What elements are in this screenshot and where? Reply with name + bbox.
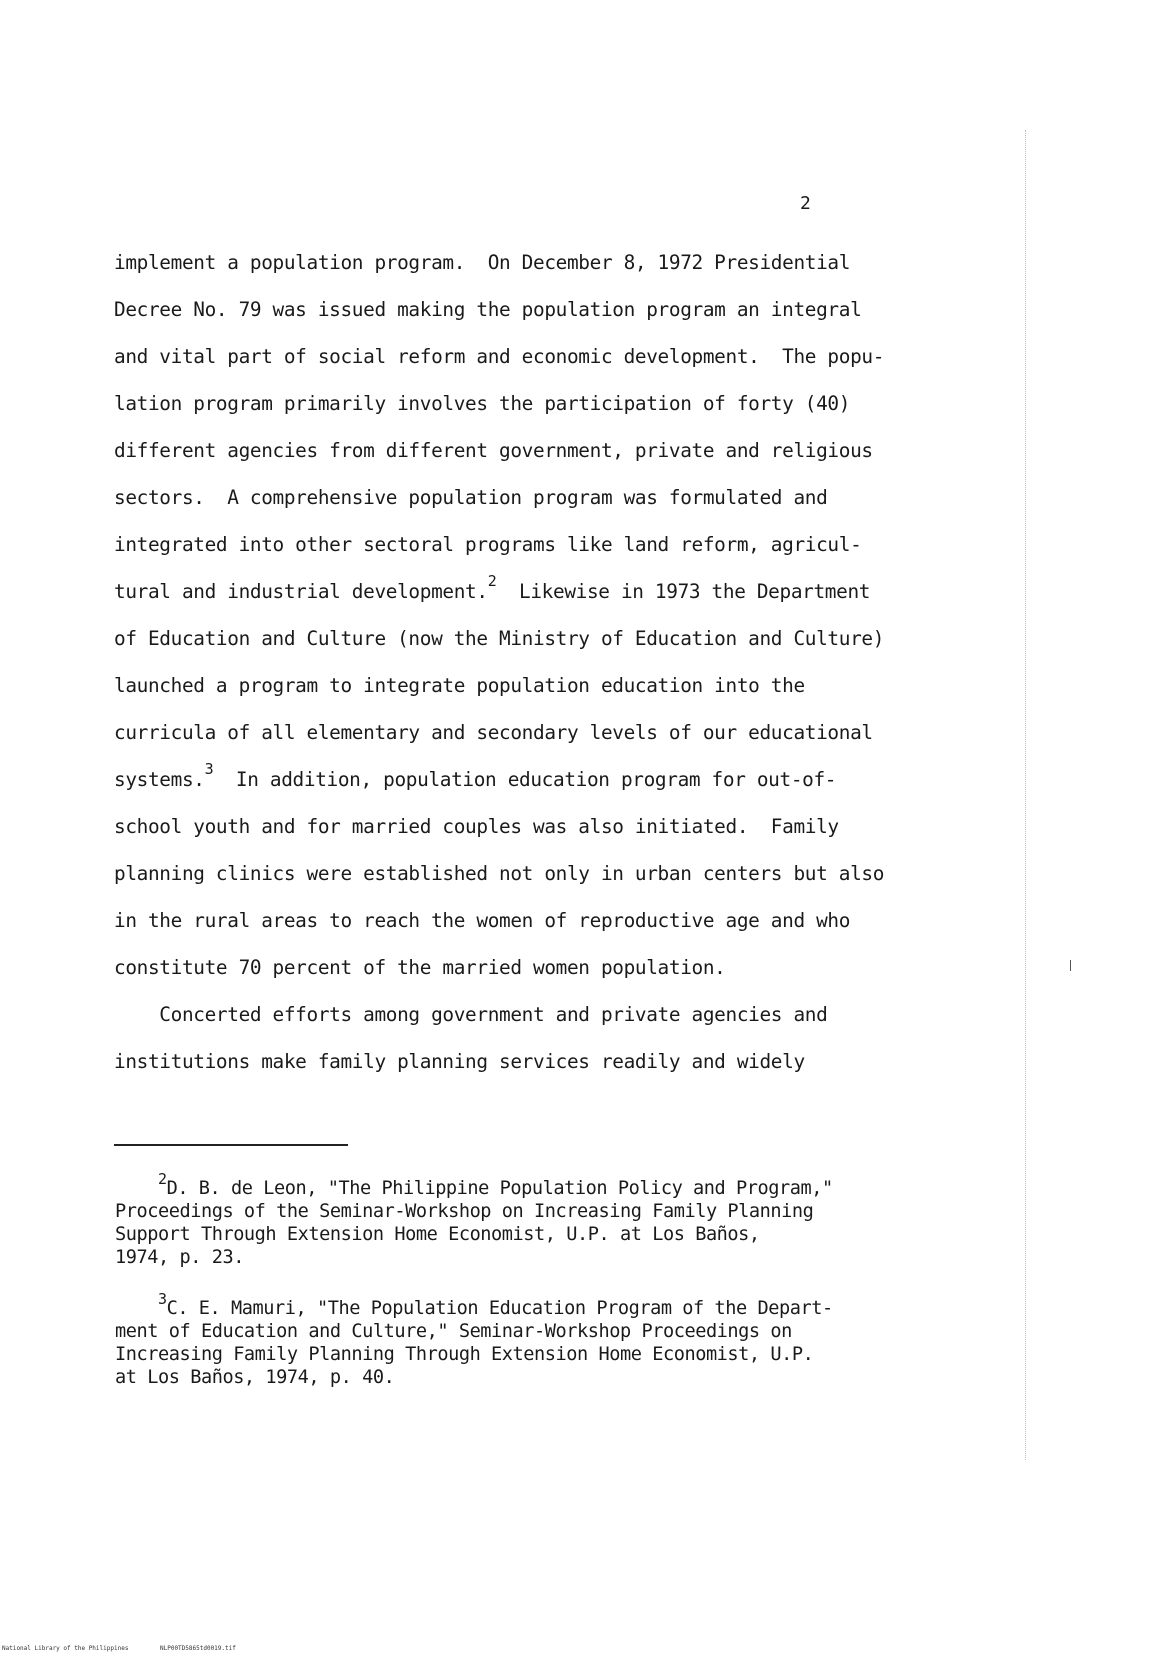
footnote-number: 2 [157, 1170, 167, 1188]
body-line: planning clinics were established not only in urban centers but also [114, 862, 885, 885]
body-line: Concerted efforts among government and private agencies and [114, 1003, 828, 1026]
body-line: Decree No. 79 was issued making the population program an integral [114, 298, 862, 321]
body-line [114, 572, 871, 603]
body-line: institutions make family planning services readily and widely [114, 1050, 805, 1073]
footnote-line: 1974, p. 23. [115, 1247, 244, 1268]
line-text: tural and industrial development. [114, 580, 488, 603]
body-line: different agencies from different government, private and religious [114, 439, 873, 462]
footnote-line [115, 1290, 833, 1321]
footnote-line [115, 1170, 833, 1201]
line-text: In addition, population education program for out-of- [213, 768, 837, 791]
body-line: integrated into other sectoral programs like land reform, agricul- [114, 533, 862, 556]
footnote-text: C. E. Mamuri, "The Population Education Program of the Depart- [166, 1298, 833, 1319]
body-line: implement a population program. On December 8, 1972 Presidential [114, 251, 851, 274]
footnote-line: ment of Education and Culture," Seminar-Workshop Proceedings on [115, 1321, 792, 1342]
footnote-line: Support Through Extension Home Economist, U.P. at Los Baños, [115, 1224, 760, 1245]
body-line: launched a program to integrate population education into the [114, 674, 805, 697]
footnote-line: Proceedings of the Seminar-Workshop on Increasing Family Planning [115, 1201, 814, 1222]
body-line: and vital part of social reform and economic development. The popu- [114, 345, 885, 368]
body-line: curricula of all elementary and secondary levels of our educational [114, 721, 873, 744]
scan-edge-tick [1070, 960, 1071, 971]
line-text: Likewise in 1973 the Department [496, 580, 871, 603]
footnote-line: at Los Baños, 1974, p. 40. [115, 1367, 395, 1388]
body-line: school youth and for married couples was also initiated. Family [114, 815, 839, 838]
footnote-ref-2: 2 [487, 572, 497, 590]
line-text: systems. [114, 768, 205, 791]
footer-file: NLP00TD5865td0019.tif [160, 1645, 236, 1652]
scan-edge-marks [1025, 130, 1028, 1460]
body-line: lation program primarily involves the participation of forty (40) [114, 392, 851, 415]
body-line: sectors. A comprehensive population program was formulated and [114, 486, 828, 509]
body-line [114, 760, 837, 791]
body-line: of Education and Culture (now the Ministry of Education and Culture) [114, 627, 885, 650]
footnote-text: D. B. de Leon, "The Philippine Population Policy and Program," [166, 1178, 833, 1199]
body-line: in the rural areas to reach the women of reproductive age and who [114, 909, 851, 932]
page-number: 2 [800, 193, 811, 214]
footnote-number: 3 [157, 1290, 167, 1308]
footnote-ref-3: 3 [204, 760, 214, 778]
body-line: constitute 70 percent of the married women population. [114, 956, 726, 979]
footnote-line: Increasing Family Planning Through Extension Home Economist, U.P. [115, 1344, 814, 1365]
footer-library: National Library of the Philippines [2, 1645, 129, 1652]
footnote-divider [114, 1144, 348, 1146]
